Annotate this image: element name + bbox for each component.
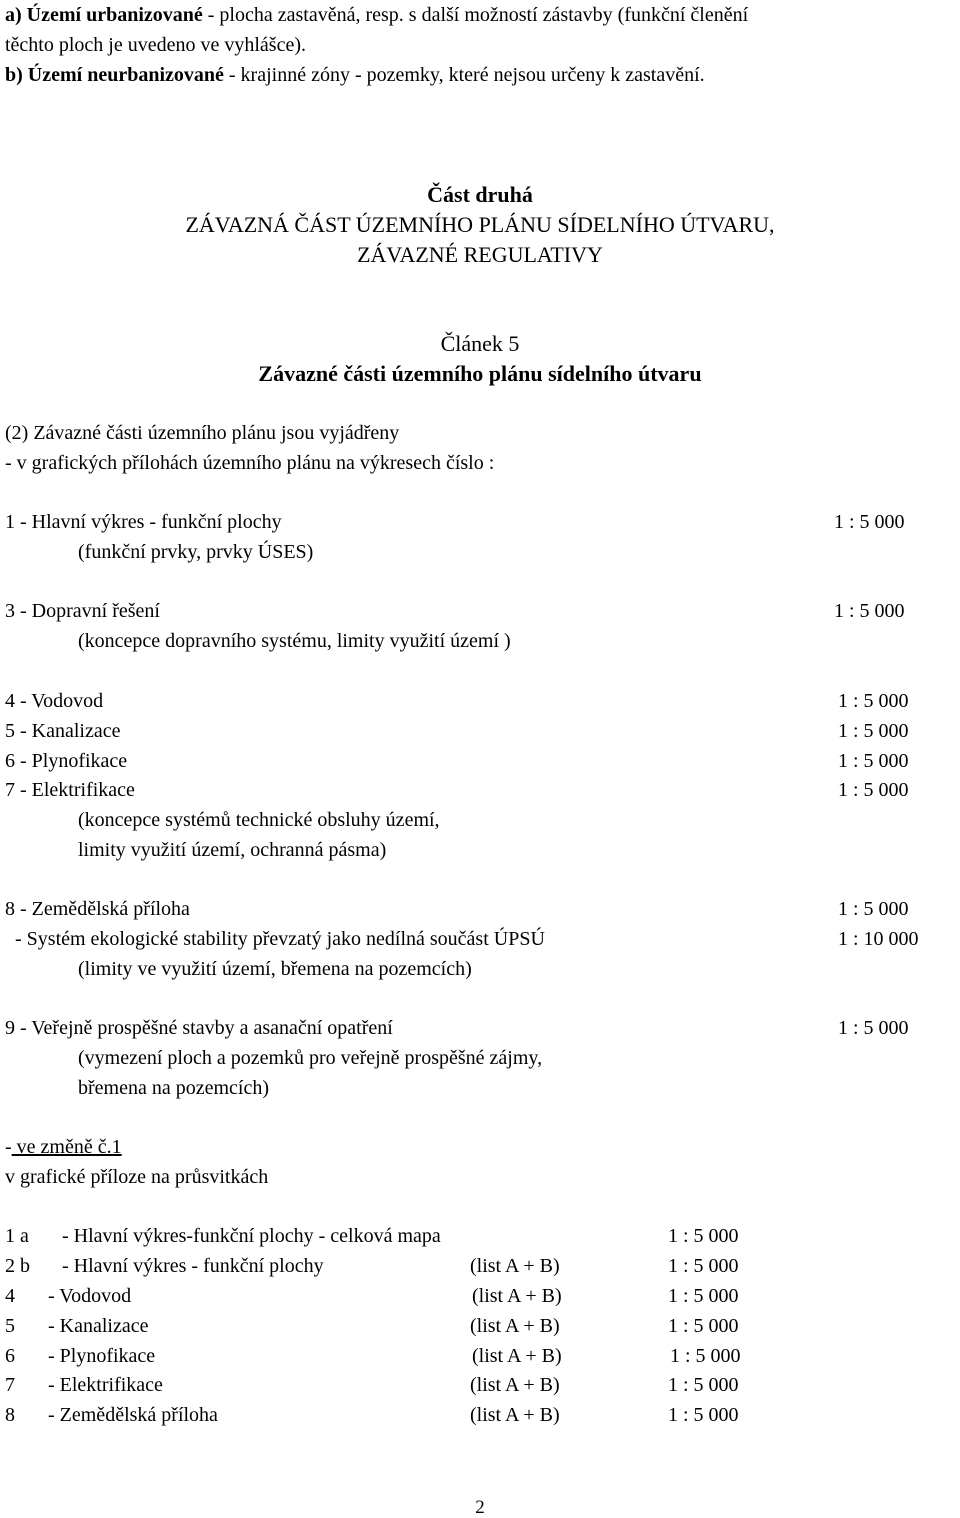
- change-heading: [5, 1137, 122, 1157]
- change-item-label: - Vodovod: [48, 1285, 132, 1307]
- part-title: Část druhá: [427, 182, 533, 207]
- drawing-label: 8 - Zemědělská příloha: [5, 898, 190, 920]
- drawing-label: 9 - Veřejně prospěšné stavby a asanační opatření: [5, 1017, 393, 1039]
- intro-line-a: [5, 5, 748, 25]
- intro-b-text: - krajinné zóny - pozemky, které nejsou určeny k zastavění.: [223, 64, 705, 86]
- change-subtitle: v grafické příloze na průsvitkách: [5, 1166, 269, 1188]
- drawing-scale: 1 : 5 000: [838, 690, 909, 712]
- change-item-label: - Hlavní výkres-funkční plochy - celková mapa: [62, 1225, 441, 1247]
- drawing-scale: 1 : 5 000: [834, 511, 905, 533]
- change-item-number: 2 b: [5, 1255, 30, 1277]
- change-item-sheet: (list A + B): [470, 1404, 560, 1426]
- change-label: ve změně č.1: [11, 1136, 122, 1158]
- change-item-scale: 1 : 5 000: [668, 1404, 739, 1426]
- change-item-number: 6: [5, 1345, 15, 1367]
- article-paragraph-1: (2) Závazné části územního plánu jsou vyjádřeny: [5, 422, 400, 444]
- page-number: 2: [475, 1497, 485, 1518]
- intro-a-text: - plocha zastavěná, resp. s další možností zástavby (funkční členění: [202, 4, 749, 26]
- change-item-number: 8: [5, 1404, 15, 1426]
- change-item-number: 1 a: [5, 1225, 29, 1247]
- drawing-scale: 1 : 10 000: [838, 928, 919, 950]
- intro-b-label: b) Území neurbanizované: [5, 64, 224, 86]
- change-item-label: - Elektrifikace: [48, 1374, 163, 1396]
- change-item-number: 4: [5, 1285, 15, 1307]
- drawing-note: břemena na pozemcích): [78, 1077, 270, 1099]
- article-title: Závazné části územního plánu sídelního útvaru: [258, 361, 702, 386]
- change-item-scale: 1 : 5 000: [670, 1345, 741, 1367]
- change-item-scale: 1 : 5 000: [668, 1374, 739, 1396]
- drawing-note: (vymezení ploch a pozemků pro veřejně prospěšné zájmy,: [78, 1047, 543, 1069]
- drawing-label: 3 - Dopravní řešení: [5, 600, 160, 622]
- change-item-label: - Zemědělská příloha: [48, 1404, 218, 1426]
- change-item-label: - Plynofikace: [48, 1345, 156, 1367]
- drawing-label: 4 - Vodovod: [5, 690, 104, 712]
- drawing-label: 7 - Elektrifikace: [5, 779, 135, 801]
- drawing-scale: 1 : 5 000: [834, 600, 905, 622]
- drawing-note: (funkční prvky, prvky ÚSES): [78, 541, 314, 563]
- change-item-sheet: (list A + B): [470, 1315, 560, 1337]
- intro-line-b: [5, 65, 705, 85]
- change-prefix: -: [5, 1136, 12, 1158]
- change-item-sheet: (list A + B): [470, 1374, 560, 1396]
- change-item-label: - Kanalizace: [48, 1315, 149, 1337]
- intro-a-label: a) Území urbanizované: [5, 4, 203, 26]
- part-heading-line1: ZÁVAZNÁ ČÁST ÚZEMNÍHO PLÁNU SÍDELNÍHO ÚTVARU,: [185, 212, 775, 237]
- change-item-number: 7: [5, 1374, 15, 1396]
- drawing-note: (limity ve využití území, břemena na pozemcích): [78, 958, 472, 980]
- change-item-sheet: (list A + B): [472, 1345, 562, 1367]
- drawing-scale: 1 : 5 000: [838, 750, 909, 772]
- change-item-number: 5: [5, 1315, 15, 1337]
- drawing-label: 6 - Plynofikace: [5, 750, 128, 772]
- change-item-scale: 1 : 5 000: [668, 1285, 739, 1307]
- drawing-scale: 1 : 5 000: [838, 720, 909, 742]
- drawing-scale: 1 : 5 000: [838, 779, 909, 801]
- article-paragraph-2: - v grafických přílohách územního plánu na výkresech číslo :: [5, 452, 495, 474]
- change-item-label: - Hlavní výkres - funkční plochy: [62, 1255, 324, 1277]
- change-item-scale: 1 : 5 000: [668, 1255, 739, 1277]
- intro-a-continuation: těchto ploch je uvedeno ve vyhlášce).: [5, 34, 306, 56]
- drawing-scale: 1 : 5 000: [838, 898, 909, 920]
- drawing-note: (koncepce systémů technické obsluhy území,: [78, 809, 440, 831]
- drawing-note: limity využití území, ochranná pásma): [78, 839, 387, 861]
- drawing-scale: 1 : 5 000: [838, 1017, 909, 1039]
- drawing-label: 1 - Hlavní výkres - funkční plochy: [5, 511, 282, 533]
- change-item-sheet: (list A + B): [470, 1255, 560, 1277]
- article-number: Článek 5: [440, 331, 520, 356]
- drawing-label: 5 - Kanalizace: [5, 720, 121, 742]
- change-item-scale: 1 : 5 000: [668, 1225, 739, 1247]
- change-item-scale: 1 : 5 000: [668, 1315, 739, 1337]
- drawing-label: - Systém ekologické stability převzatý jako nedílná součást ÚPSÚ: [5, 928, 545, 950]
- drawing-note: (koncepce dopravního systému, limity využití území ): [78, 630, 511, 652]
- part-heading-line2: ZÁVAZNÉ REGULATIVY: [357, 242, 603, 267]
- change-item-sheet: (list A + B): [472, 1285, 562, 1307]
